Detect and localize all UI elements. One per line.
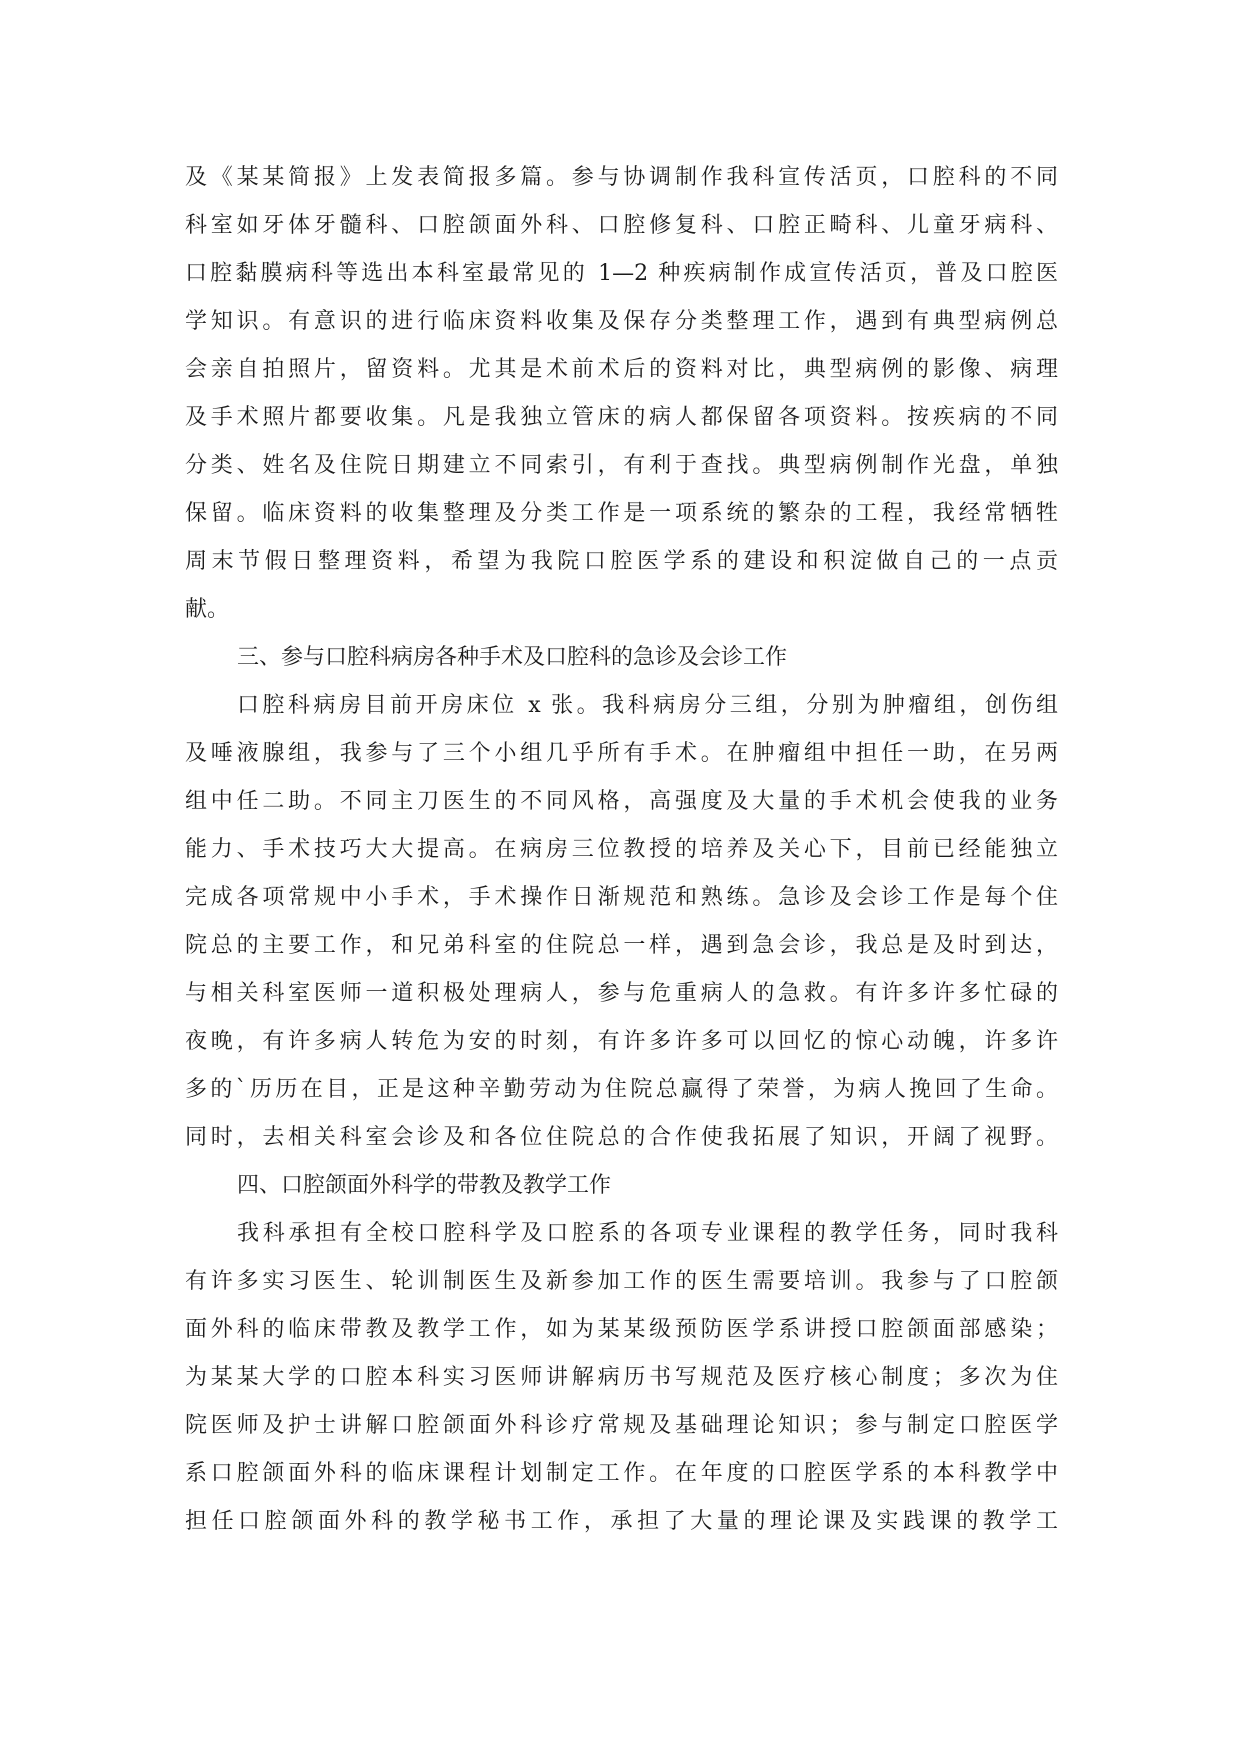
text-line: 及《某某简报》上发表简报多篇。参与协调制作我科宣传活页，口腔科的不同 <box>185 165 1058 190</box>
text-line: 系口腔颌面外科的临床课程计划制定工作。在年度的口腔医学系的本科教学中 <box>185 1461 1058 1486</box>
text-line: 会亲自拍照片，留资料。尤其是术前术后的资料对比，典型病例的影像、病理 <box>185 357 1058 382</box>
text-line: 为某某大学的口腔本科实习医师讲解病历书写规范及医疗核心制度；多次为住 <box>185 1365 1058 1390</box>
text-line: 献。 <box>185 597 230 622</box>
paragraph <box>185 682 1058 1162</box>
paragraph <box>185 1210 1058 1546</box>
text-line: 院医师及护士讲解口腔颌面外科诊疗常规及基础理论知识；参与制定口腔医学 <box>185 1413 1058 1438</box>
text-line: 学知识。有意识的进行临床资料收集及保存分类整理工作，遇到有典型病例总 <box>185 309 1058 334</box>
text-line: 口腔科病房目前开房床位 x 张。我科病房分三组，分别为肿瘤组，创伤组 <box>237 693 1058 718</box>
text-line: 我科承担有全校口腔科学及口腔系的各项专业课程的教学任务，同时我科 <box>237 1221 1058 1246</box>
text-line: 与相关科室医师一道积极处理病人，参与危重病人的急救。有许多许多忙碌的 <box>185 981 1058 1006</box>
text-line: 有许多实习医生、轮训制医生及新参加工作的医生需要培训。我参与了口腔颌 <box>185 1269 1058 1294</box>
text-line: 科室如牙体牙髓科、口腔颌面外科、口腔修复科、口腔正畸科、儿童牙病科、 <box>185 213 1058 238</box>
document-body <box>185 154 1058 1546</box>
text-line: 分类、姓名及住院日期建立不同索引，有利于查找。典型病例制作光盘，单独 <box>185 453 1058 478</box>
text-line: 保留。临床资料的收集整理及分类工作是一项系统的繁杂的工程，我经常牺牲 <box>185 501 1058 526</box>
text-line: 多的`历历在目，正是这种辛勤劳动为住院总赢得了荣誉，为病人挽回了生命。 <box>185 1077 1058 1102</box>
section-heading: 三、参与口腔科病房各种手术及口腔科的急诊及会诊工作 <box>237 645 788 670</box>
text-line: 同时，去相关科室会诊及和各位住院总的合作使我拓展了知识，开阔了视野。 <box>185 1125 1058 1150</box>
text-line: 及唾液腺组，我参与了三个小组几乎所有手术。在肿瘤组中担任一助，在另两 <box>185 741 1058 766</box>
text-line: 能力、手术技巧大大提高。在病房三位教授的培养及关心下，目前已经能独立 <box>185 837 1058 862</box>
section-heading: 四、口腔颌面外科学的带教及教学工作 <box>237 1173 612 1198</box>
text-line: 周末节假日整理资料，希望为我院口腔医学系的建设和积淀做自己的一点贡 <box>185 549 1058 574</box>
text-line: 院总的主要工作，和兄弟科室的住院总一样，遇到急会诊，我总是及时到达， <box>185 933 1058 958</box>
text-line: 担任口腔颌面外科的教学秘书工作，承担了大量的理论课及实践课的教学工 <box>185 1509 1058 1534</box>
text-line: 夜晚，有许多病人转危为安的时刻，有许多许多可以回忆的惊心动魄，许多许 <box>185 1029 1058 1054</box>
text-line: 组中任二助。不同主刀医生的不同风格，高强度及大量的手术机会使我的业务 <box>185 789 1058 814</box>
text-line: 完成各项常规中小手术，手术操作日渐规范和熟练。急诊及会诊工作是每个住 <box>185 885 1058 910</box>
text-line: 及手术照片都要收集。凡是我独立管床的病人都保留各项资料。按疾病的不同 <box>185 405 1058 430</box>
text-line: 口腔黏膜病科等选出本科室最常见的 1—2 种疾病制作成宣传活页，普及口腔医 <box>185 261 1058 286</box>
text-line: 面外科的临床带教及教学工作，如为某某级预防医学系讲授口腔颌面部感染； <box>185 1317 1058 1342</box>
paragraph <box>185 154 1058 634</box>
